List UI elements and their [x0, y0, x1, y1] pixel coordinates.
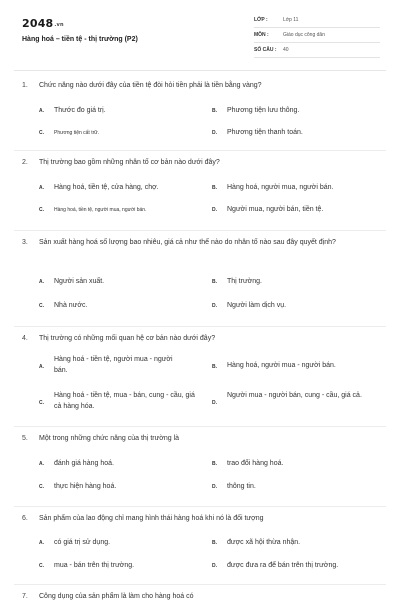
option-letter: A.	[39, 185, 44, 191]
logo-text: 2048	[22, 17, 54, 30]
option-letter: C.	[39, 563, 44, 569]
question-item	[0, 231, 400, 327]
meta-label: LỚP :	[254, 17, 268, 23]
option-letter: A.	[39, 364, 44, 370]
option-text: Phương tiện thanh toán.	[227, 129, 303, 136]
question-number: 1.	[22, 82, 28, 89]
option-text: được đưa ra để bán trên thị trường.	[227, 562, 339, 569]
option-letter: C.	[39, 484, 44, 490]
option-letter: A.	[39, 461, 44, 467]
option-letter: D.	[212, 484, 217, 490]
option-text: đánh giá hàng hoá.	[54, 460, 114, 467]
meta-label: SỐ CÂU :	[254, 47, 277, 53]
question-number: 7.	[22, 593, 28, 600]
option-letter: B.	[212, 185, 217, 191]
option-text: Hàng hoá, người mua - người bán.	[227, 362, 336, 369]
question-text: Thị trường bao gồm những nhân tố cơ bản nào dưới đây?	[39, 159, 220, 166]
option-text: trao đổi hàng hoá.	[227, 460, 284, 467]
option-text: mua - bán trên thị trường.	[54, 562, 135, 569]
question-number: 2.	[22, 159, 28, 166]
question-item	[0, 427, 400, 507]
option-letter: C.	[39, 303, 44, 309]
question-text: Công dụng của sản phẩm là làm cho hàng hoá có	[39, 593, 194, 600]
exam-meta	[254, 14, 380, 59]
question-item	[0, 585, 400, 600]
question-number: 6.	[22, 515, 28, 522]
option-letter: A.	[39, 540, 44, 546]
option-text: thông tin.	[227, 483, 256, 490]
option-letter: B.	[212, 540, 217, 546]
option-text: Thước đo giá trị.	[54, 107, 106, 114]
option-letter: C.	[39, 130, 44, 136]
header-divider	[14, 70, 386, 71]
option-letter: B.	[212, 108, 217, 114]
option-text: Người mua, người bán, tiền tệ.	[227, 206, 324, 213]
option-text: thực hiện hàng hoá.	[54, 483, 117, 490]
question-number: 4.	[22, 335, 28, 342]
option-letter: B.	[212, 364, 217, 370]
option-c[interactable]	[39, 390, 204, 414]
option-d[interactable]	[212, 390, 382, 414]
question-item	[0, 151, 400, 231]
question-text: Chức năng nào dưới đây của tiền tệ đòi hỏi tiền phải là tiền bằng vàng?	[39, 82, 262, 89]
page-header	[0, 0, 400, 74]
question-text: Một trong những chức năng của thị trường là	[39, 435, 180, 442]
option-text: Phương tiện lưu thông.	[227, 107, 300, 114]
option-text: Hàng hoá - tiền tệ, mua - bán, cung - cầu, giá cả hàng hóa.	[54, 392, 195, 410]
site-logo[interactable]	[22, 17, 64, 30]
meta-value: Giáo dục công dân	[283, 32, 325, 38]
meta-row-subject	[254, 29, 380, 43]
option-text: Hàng hoá, tiền tệ, người mua, người bán.	[54, 207, 147, 213]
option-text: có giá trị sử dụng.	[54, 539, 111, 546]
option-text: được xã hội thừa nhận.	[227, 539, 301, 546]
question-item	[0, 327, 400, 427]
meta-value: Lớp 11	[283, 17, 299, 23]
option-text: Phương tiện cất trữ.	[54, 130, 99, 136]
option-text: Hàng hoá, tiền tệ, cửa hàng, chợ.	[54, 184, 159, 191]
question-number: 5.	[22, 435, 28, 442]
option-letter: D.	[212, 207, 217, 213]
option-letter: B.	[212, 279, 217, 285]
question-item	[0, 507, 400, 585]
option-text: Hàng hoá - tiền tệ, người mua - người bán.	[54, 356, 173, 374]
option-letter: C.	[39, 207, 44, 213]
meta-label: MÔN :	[254, 32, 269, 38]
option-letter: D.	[212, 303, 217, 309]
option-letter: D.	[212, 563, 217, 569]
option-text: Hàng hoá, người mua, người bán.	[227, 184, 334, 191]
meta-row-class	[254, 14, 380, 28]
question-item	[0, 74, 400, 151]
option-text: Người mua - người bán, cung - cầu, giá cả.	[227, 392, 362, 399]
option-letter: B.	[212, 461, 217, 467]
option-text: Nhà nước.	[54, 302, 88, 309]
page-title: Hàng hoá – tiền tệ - thị trường (P2)	[22, 36, 138, 43]
question-text: Sản xuất hàng hoá số lượng bao nhiêu, giá cả như thế nào do nhân tố nào sau đây quyết định?	[39, 239, 336, 246]
meta-value: 40	[283, 47, 289, 53]
question-list	[0, 74, 400, 600]
option-a[interactable]	[39, 354, 204, 378]
option-text: Thị trường.	[227, 278, 262, 285]
option-text: Người làm dịch vụ.	[227, 302, 287, 309]
option-letter: D.	[212, 130, 217, 136]
option-text: Người sản xuất.	[54, 278, 105, 285]
question-text: Sản phẩm của lao động chỉ mang hình thái hàng hoá khi nó là đối tượng	[39, 515, 264, 522]
question-text: Thị trường có những mối quan hệ cơ bản nào dưới đây?	[39, 335, 216, 342]
option-b[interactable]	[212, 354, 382, 378]
option-letter: D.	[212, 400, 217, 406]
option-letter: A.	[39, 108, 44, 114]
question-number: 3.	[22, 239, 28, 246]
logo-suffix: .vn	[54, 22, 64, 28]
meta-row-count	[254, 44, 380, 58]
option-letter: C.	[39, 400, 44, 406]
option-letter: A.	[39, 279, 44, 285]
